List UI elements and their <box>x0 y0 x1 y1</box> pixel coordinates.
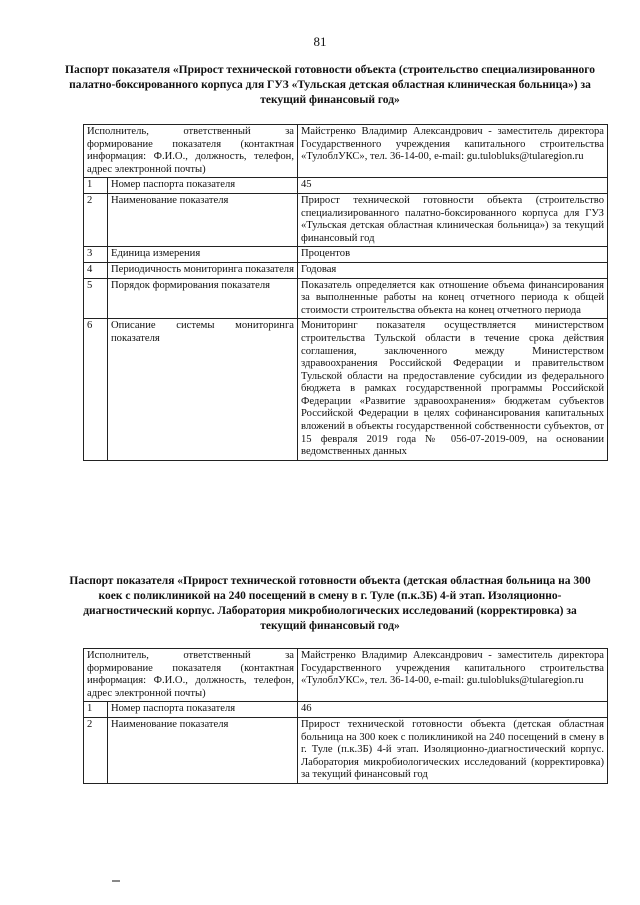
table-row <box>84 702 608 718</box>
row-value: Мониторинг показателя осуществляется министерством строительства Тульской области в течение срока действия соглашения, заключенного между Министерством здравоохранения Российской Федерации и правительством Тульской области на предоставление субсидии из федерального бюджета в рамках государственной программы Российской Федерации «Развитие здравоохранения» бюджетам субъектов Российской Федерации в целях софинансирования капитальных вложений в объекты государственной собственности субъектов, от 15 февраля 2019 года № 056-07-2019-009, на основании ведомственных данных <box>298 319 608 461</box>
row-label: Номер паспорта показателя <box>108 178 298 194</box>
row-label: Периодичность мониторинга показателя <box>108 262 298 278</box>
table-row <box>84 717 608 783</box>
row-label: Наименование показателя <box>108 193 298 246</box>
table-row <box>84 247 608 263</box>
table-row <box>84 319 608 461</box>
table-row <box>84 649 608 702</box>
passport-title-1: Паспорт показателя «Прирост технической готовности объекта (строительство специализированного палатно-боксированного корпуса для ГУЗ «Тульская детская областная клиническая больница») за текущий финансовый год» <box>65 64 595 106</box>
scan-mark <box>112 880 120 882</box>
row-number: 5 <box>84 278 108 319</box>
table-row <box>84 178 608 194</box>
table-row <box>84 262 608 278</box>
row-label: Описание системы мониторинга показателя <box>108 319 298 461</box>
row-number: 4 <box>84 262 108 278</box>
row-value: Показатель определяется как отношение объема финансирования за выполненные работы на конец отчетного периода к общей стоимости строительства объекта на конец отчетного периода <box>298 278 608 319</box>
row-number: 3 <box>84 247 108 263</box>
row-number: 2 <box>84 193 108 246</box>
row-number: 1 <box>84 178 108 194</box>
row-value: Процентов <box>298 247 608 263</box>
passport-title-2: Паспорт показателя «Прирост технической готовности объекта (детская областная больница на 300 коек с поликлиникой на 240 посещений в смену в г. Туле (п.к.3Б) 4-й этап. Изоляционно-диагностический корпус. Лаборатория микробиологических исследований (корректировка) за текущий финансовый год» <box>69 575 591 632</box>
row-number: 1 <box>84 702 108 718</box>
table-row <box>84 278 608 319</box>
passport-table-2 <box>83 648 608 784</box>
executor-value: Майстренко Владимир Александрович - заместитель директора Государственного учреждения капитального строительства «ТулоблУКС», тел. 36-14-00, e-mail: gu.tulobluks@tularegion.ru <box>298 649 608 702</box>
row-label: Номер паспорта показателя <box>108 702 298 718</box>
row-value: Прирост технической готовности объекта (детская областная больница на 300 коек с поликлиникой на 240 посещений в смену в г. Туле (п.к.3Б) 4-й этап. Изоляционно-диагностический корпус. Лаборатория микробиологических исследований (корректировка) за текущий финансовый год <box>298 717 608 783</box>
table-row <box>84 193 608 246</box>
table-row <box>84 125 608 178</box>
executor-label: Исполнитель, ответственный за формирование показателя (контактная информация: Ф.И.О., должность, телефон, адрес электронной почты) <box>84 125 298 178</box>
row-label: Наименование показателя <box>108 717 298 783</box>
row-label: Единица измерения <box>108 247 298 263</box>
executor-label: Исполнитель, ответственный за формирование показателя (контактная информация: Ф.И.О., должность, телефон, адрес электронной почты) <box>84 649 298 702</box>
row-number: 6 <box>84 319 108 461</box>
row-value: 46 <box>298 702 608 718</box>
executor-value: Майстренко Владимир Александрович - заместитель директора Государственного учреждения капитального строительства «ТулоблУКС», тел. 36-14-00, e-mail: gu.tulobluks@tularegion.ru <box>298 125 608 178</box>
row-value: Годовая <box>298 262 608 278</box>
row-value: Прирост технической готовности объекта (строительство специализированного палатно-боксированного корпуса для ГУЗ «Тульская детская областная клиническая больница») за текущий финансовый год <box>298 193 608 246</box>
row-label: Порядок формирования показателя <box>108 278 298 319</box>
passport-table-1 <box>83 124 608 461</box>
row-value: 45 <box>298 178 608 194</box>
row-number: 2 <box>84 717 108 783</box>
page-number: 81 <box>313 34 327 49</box>
